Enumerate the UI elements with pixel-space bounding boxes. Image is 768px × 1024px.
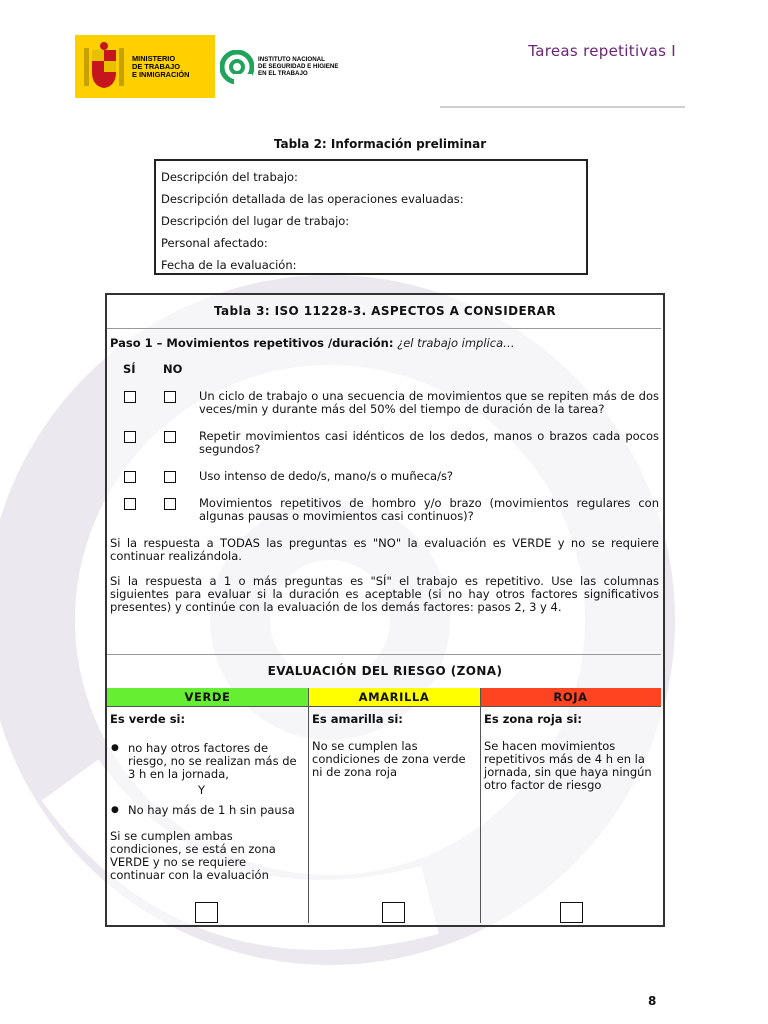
question4-si-checkbox[interactable] bbox=[124, 498, 136, 510]
roja-heading: Es zona roja si: bbox=[484, 712, 582, 726]
note-all-no: Si la respuesta a TODAS las preguntas es "NO" la evaluación es VERDE y no se requiere continuar realizándola. bbox=[110, 536, 659, 563]
column-divider bbox=[308, 688, 309, 923]
tabla2-line: Descripción del lugar de trabajo: bbox=[161, 214, 350, 228]
tabla2-line: Personal afectado: bbox=[161, 236, 268, 250]
zone-amarilla-header: AMARILLA bbox=[308, 688, 480, 706]
question1-si-checkbox[interactable] bbox=[124, 391, 136, 403]
insht-logo bbox=[215, 35, 342, 98]
header-divider bbox=[440, 106, 685, 108]
amarilla-text: No se cumplen las condiciones de zona verde ni de zona roja bbox=[312, 739, 466, 779]
verde-checkbox[interactable] bbox=[195, 902, 218, 923]
insht-name: INSTITUTO NACIONAL DE SEGURIDAD E HIGIENE EN EL TRABAJO bbox=[258, 56, 339, 77]
paso1-title: Paso 1 – Movimientos repetitivos /duración: bbox=[110, 336, 394, 350]
amarilla-checkbox[interactable] bbox=[382, 902, 405, 923]
question1-no-checkbox[interactable] bbox=[164, 391, 176, 403]
verde-condition-1: no hay otros factores de riesgo, no se realizan más de 3 h en la jornada, bbox=[128, 741, 297, 781]
paso1-question: ¿el trabajo implica… bbox=[397, 336, 515, 350]
verde-and: Y bbox=[198, 783, 206, 797]
insht-logo-icon bbox=[220, 50, 254, 84]
tabla2-line: Fecha de la evaluación: bbox=[161, 258, 297, 272]
question3-si-checkbox[interactable] bbox=[124, 471, 136, 483]
question-4: Movimientos repetitivos de hombro y/o brazo (movimientos regulares con algunas pausas o movimientos casi continuos)? bbox=[199, 496, 659, 523]
tabla3-caption: Tabla 3: ISO 11228-3. ASPECTOS A CONSIDERAR bbox=[213, 304, 557, 318]
tabla2-caption: Tabla 2: Información preliminar bbox=[273, 137, 487, 151]
question4-no-checkbox[interactable] bbox=[164, 498, 176, 510]
roja-text: Se hacen movimientos repetitivos más de 4 h en la jornada, sin que haya ningún otro factor de riesgo bbox=[484, 739, 652, 792]
ministerio-logo bbox=[75, 35, 215, 98]
amarilla-heading: Es amarilla si: bbox=[312, 712, 403, 726]
column-divider bbox=[480, 688, 481, 923]
tabla2-line: Descripción detallada de las operaciones evaluadas: bbox=[161, 192, 464, 206]
verde-heading: Es verde si: bbox=[110, 712, 186, 726]
question-3: Uso intenso de dedo/s, mano/s o muñeca/s? bbox=[199, 469, 454, 483]
divider bbox=[107, 328, 661, 329]
coat-of-arms-icon bbox=[82, 42, 126, 92]
bullet-icon: ● bbox=[111, 743, 119, 753]
tabla2-box bbox=[154, 159, 588, 275]
question2-si-checkbox[interactable] bbox=[124, 431, 136, 443]
zone-verde-header: VERDE bbox=[107, 688, 308, 706]
question2-no-checkbox[interactable] bbox=[164, 431, 176, 443]
question3-no-checkbox[interactable] bbox=[164, 471, 176, 483]
verde-condition-2: No hay más de 1 h sin pausa bbox=[128, 803, 295, 817]
evaluation-title: EVALUACIÓN DEL RIESGO (ZONA) bbox=[267, 664, 503, 678]
ministerio-name: MINISTERIO DE TRABAJO E INMIGRACIÓN bbox=[132, 53, 190, 79]
divider bbox=[107, 654, 661, 655]
note-any-si: Si la respuesta a 1 o más preguntas es "SÍ" el trabajo es repetitivo. Use las columnas siguientes para evaluar si la duración es aceptable (si no hay otros factores significativos presentes) y continúe con la evaluación de los demás factores: pasos 2, 3 y 4. bbox=[110, 574, 659, 614]
bullet-icon: ● bbox=[111, 805, 119, 815]
document-title: Tareas repetitivas I bbox=[528, 42, 676, 60]
question-2: Repetir movimientos casi idénticos de los dedos, manos o brazos cada pocos segundos? bbox=[199, 429, 659, 456]
divider bbox=[107, 706, 661, 707]
page-number: 8 bbox=[648, 994, 657, 1008]
paso1-heading bbox=[110, 336, 515, 350]
zone-roja-header: ROJA bbox=[480, 688, 661, 706]
verde-closing: Si se cumplen ambas condiciones, se está en zona VERDE y no se requiere continuar con la evaluación bbox=[110, 829, 276, 882]
no-column-label: NO bbox=[163, 362, 183, 376]
roja-checkbox[interactable] bbox=[560, 902, 583, 923]
tabla2-line: Descripción del trabajo: bbox=[161, 170, 298, 184]
question-1: Un ciclo de trabajo o una secuencia de movimientos que se repiten más de dos veces/min y durante más del 50% del tiempo de duración de la tarea? bbox=[199, 389, 659, 416]
si-column-label: SÍ bbox=[123, 362, 136, 376]
